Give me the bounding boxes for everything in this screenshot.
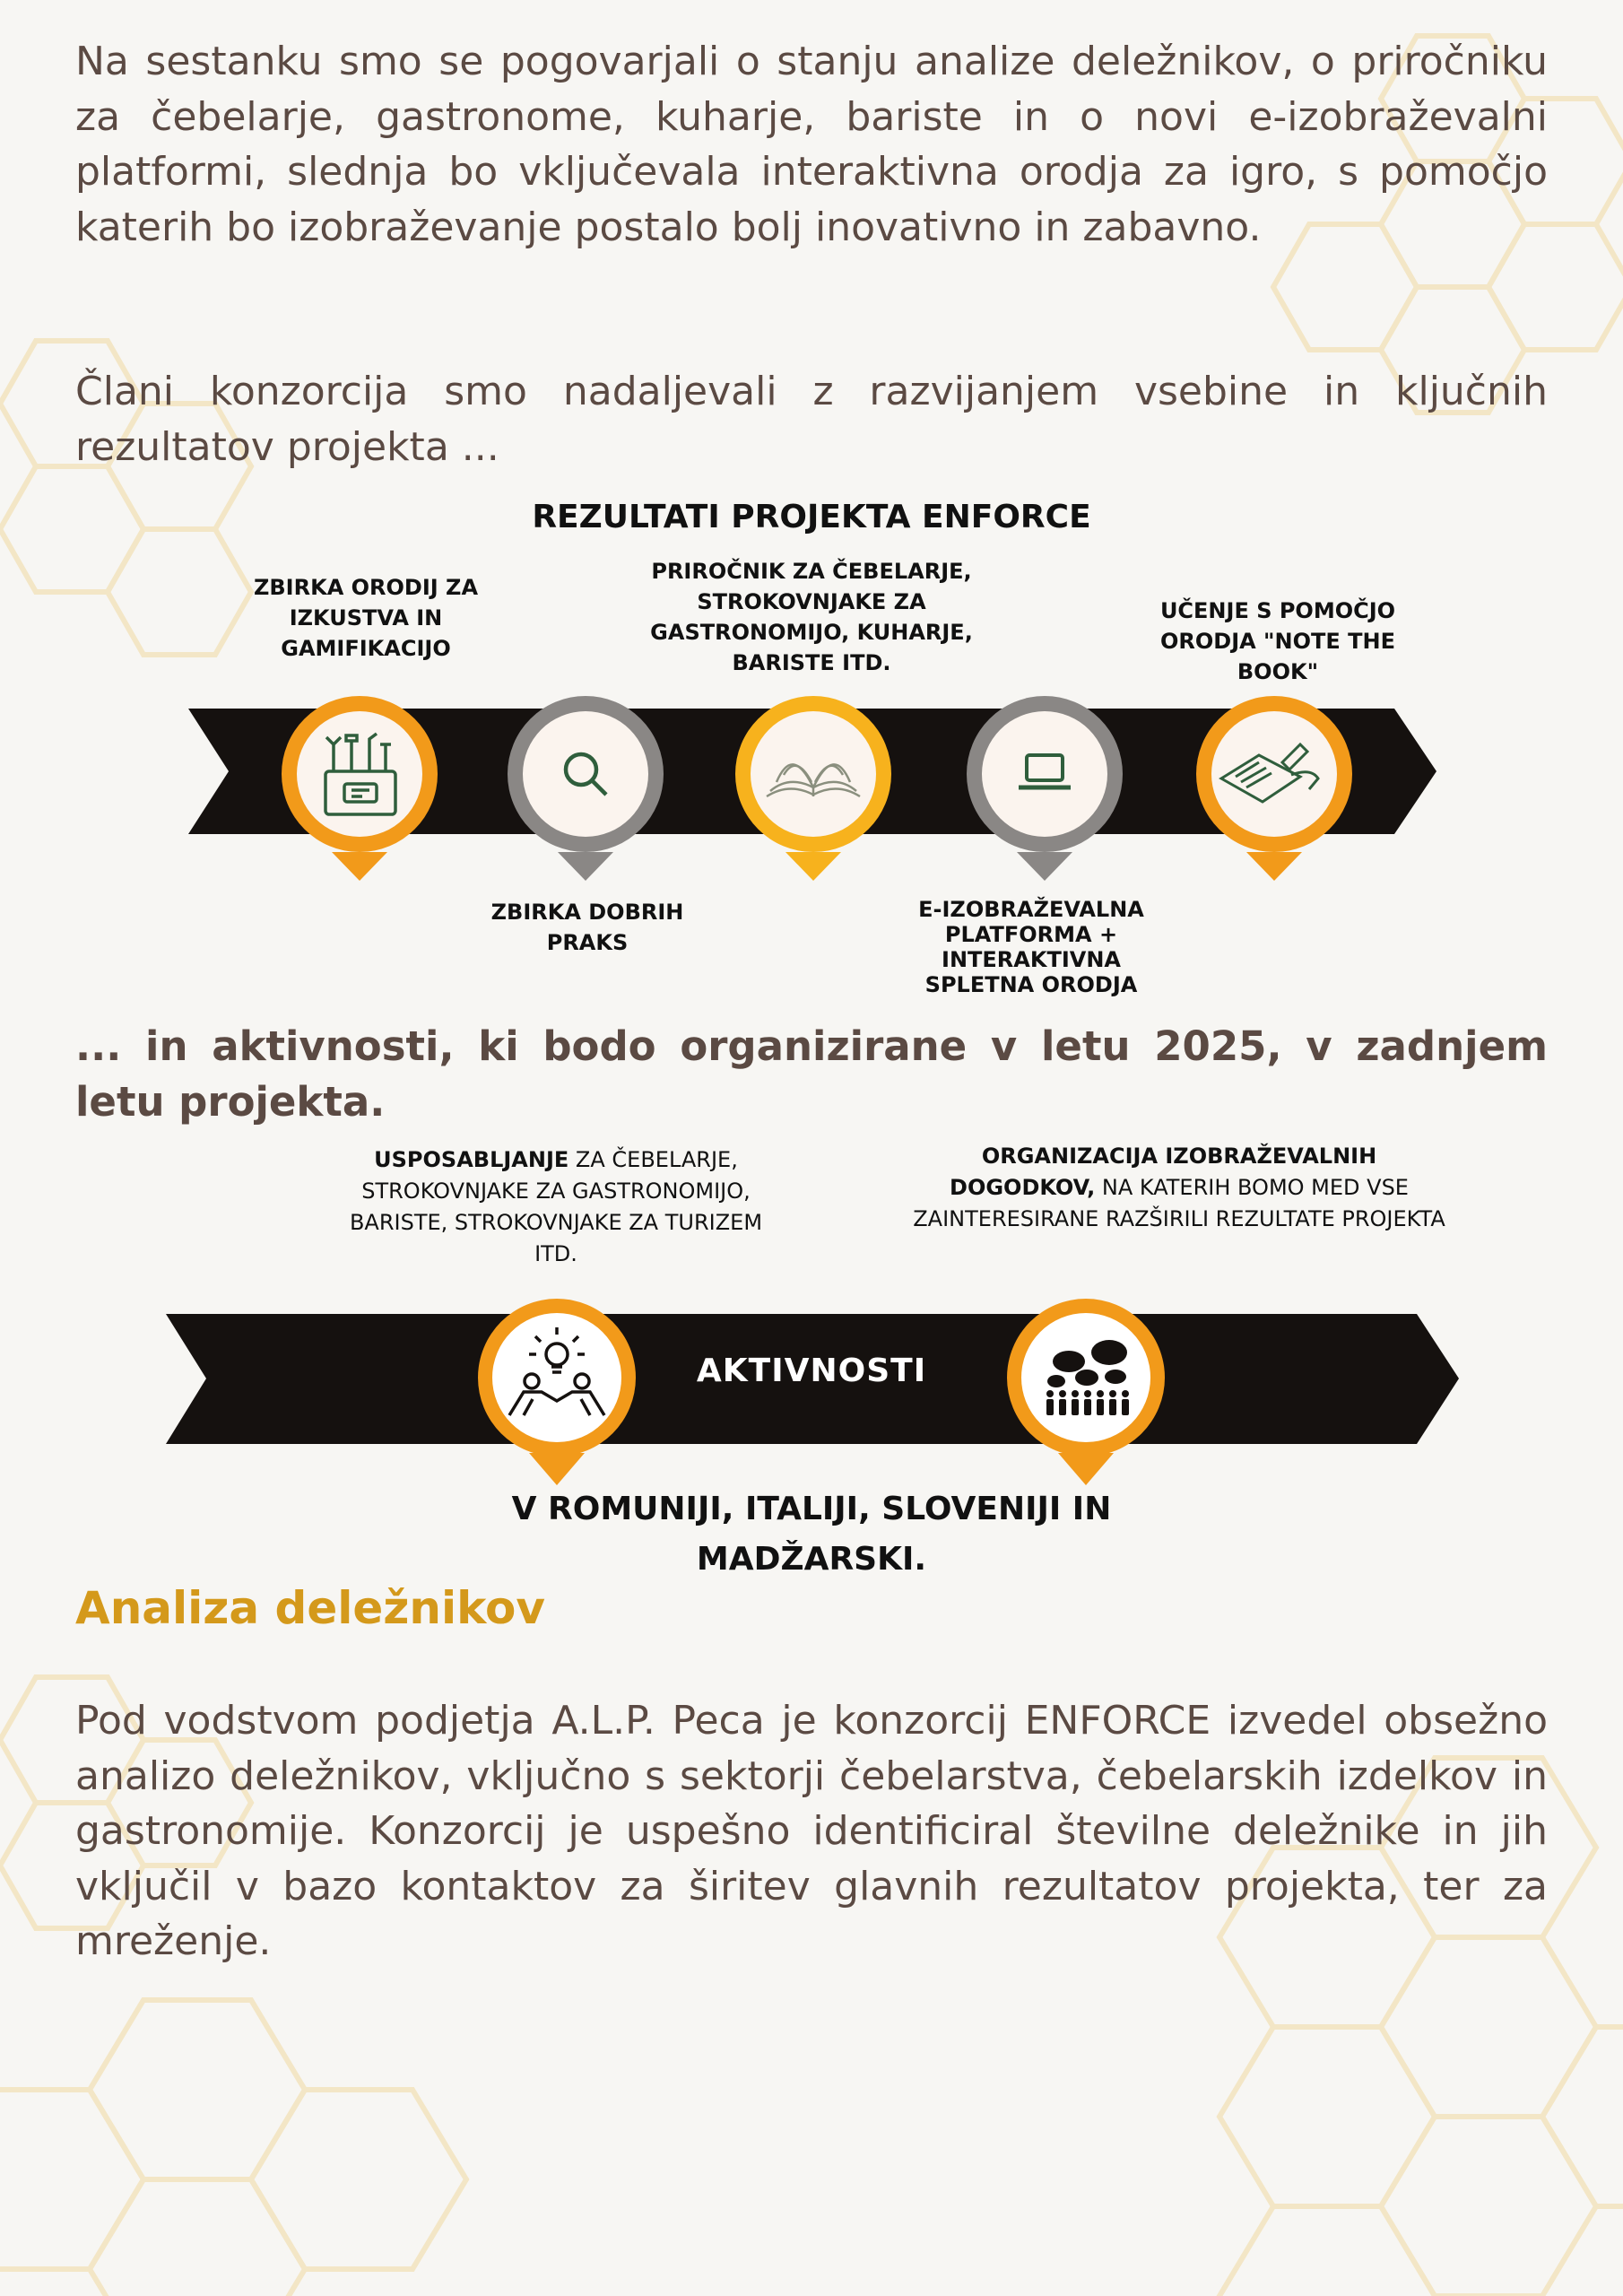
activity-events-caption [910, 1141, 1448, 1235]
pin-writing-notebook [1196, 696, 1352, 881]
pin-toolbox [282, 696, 438, 881]
result-label-toolkit: ZBIRKA ORODIJ ZA IZKUSTVA IN GAMIFIKACIJO [253, 575, 479, 661]
pin-magnifier [508, 696, 664, 881]
results-timeline [0, 682, 1623, 906]
result-label-handbook: PRIROČNIK ZA ČEBELARJE, STROKOVNJAKE ZA GASTRONOMIJO, KUHARJE, BARISTE ITD. [650, 559, 973, 675]
result-label-e-platform: E-IZOBRAŽEVALNA PLATFORMA + INTERAKTIVNA SPLETNA ORODJA [918, 897, 1144, 997]
activities-lead: ... in aktivnosti, ki bodo organizirane v letu 2025, v zadnjem letu projekta. [75, 1022, 1548, 1126]
pin-laptop [967, 696, 1123, 881]
activities-countries: V ROMUNIJI, ITALIJI, SLOVENIJI IN MADŽARSKI. [511, 1491, 1112, 1578]
activity-training-rest: ZA ČEBELARJE, STROKOVNJAKE ZA GASTRONOMIJO, BARISTE, STROKOVNJAKE ZA TURIZEM ITD. [349, 1147, 763, 1266]
activity-training-bold: USPOSABLJANJE [374, 1147, 569, 1172]
intro-paragraph-2: Člani konzorcija smo nadaljevali z razvijanjem vsebine in ključnih rezultatov projekta ... [75, 369, 1548, 470]
intro-paragraph-1: Na sestanku smo se pogovarjali o stanju analize deležnikov, o priročniku za čebelarje, gastronome, kuharje, bariste in o novi e-izobraževalni platformi, slednja bo vključevala interaktivna orodja za igro, s pomočjo katerih bo izobraževanje postalo bolj inovativno in zabavno. [75, 39, 1548, 250]
activity-events-bold: ORGANIZACIJA IZOBRAŽEVALNIH DOGODKOV, [950, 1144, 1377, 1200]
activity-events-rest: NA KATERIH BOMO MED VSE ZAINTERESIRANE RAZŠIRILI REZULTATE PROJEKTA [913, 1175, 1445, 1231]
results-title: REZULTATI PROJEKTA ENFORCE [532, 499, 1091, 535]
activities-band-label: AKTIVNOSTI [696, 1352, 927, 1389]
pin-training [478, 1299, 636, 1485]
stakeholders-heading: Analiza deležnikov [75, 1582, 545, 1634]
activity-training-caption [341, 1144, 771, 1270]
result-label-note-the-book: UČENJE S POMOČJO ORODJA "NOTE THE BOOK" [1159, 598, 1396, 684]
stakeholders-paragraph: Pod vodstvom podjetja A.L.P. Peca je konzorcij ENFORCE izvedel obsežno analizo deležnikov, vključno s sektorji čebelarstva, čebelarskih izdelkov in gastronomije. Konzorcij je uspešno identificiral številne deležnike in jih vključil v bazo kontaktov za širitev glavnih rezultatov projekta, ter za mreženje. [75, 1698, 1548, 1964]
pin-open-book [735, 696, 891, 881]
result-label-good-practices: ZBIRKA DOBRIH PRAKS [490, 900, 684, 955]
activities-timeline [0, 1292, 1623, 1498]
pin-events [1007, 1299, 1165, 1485]
